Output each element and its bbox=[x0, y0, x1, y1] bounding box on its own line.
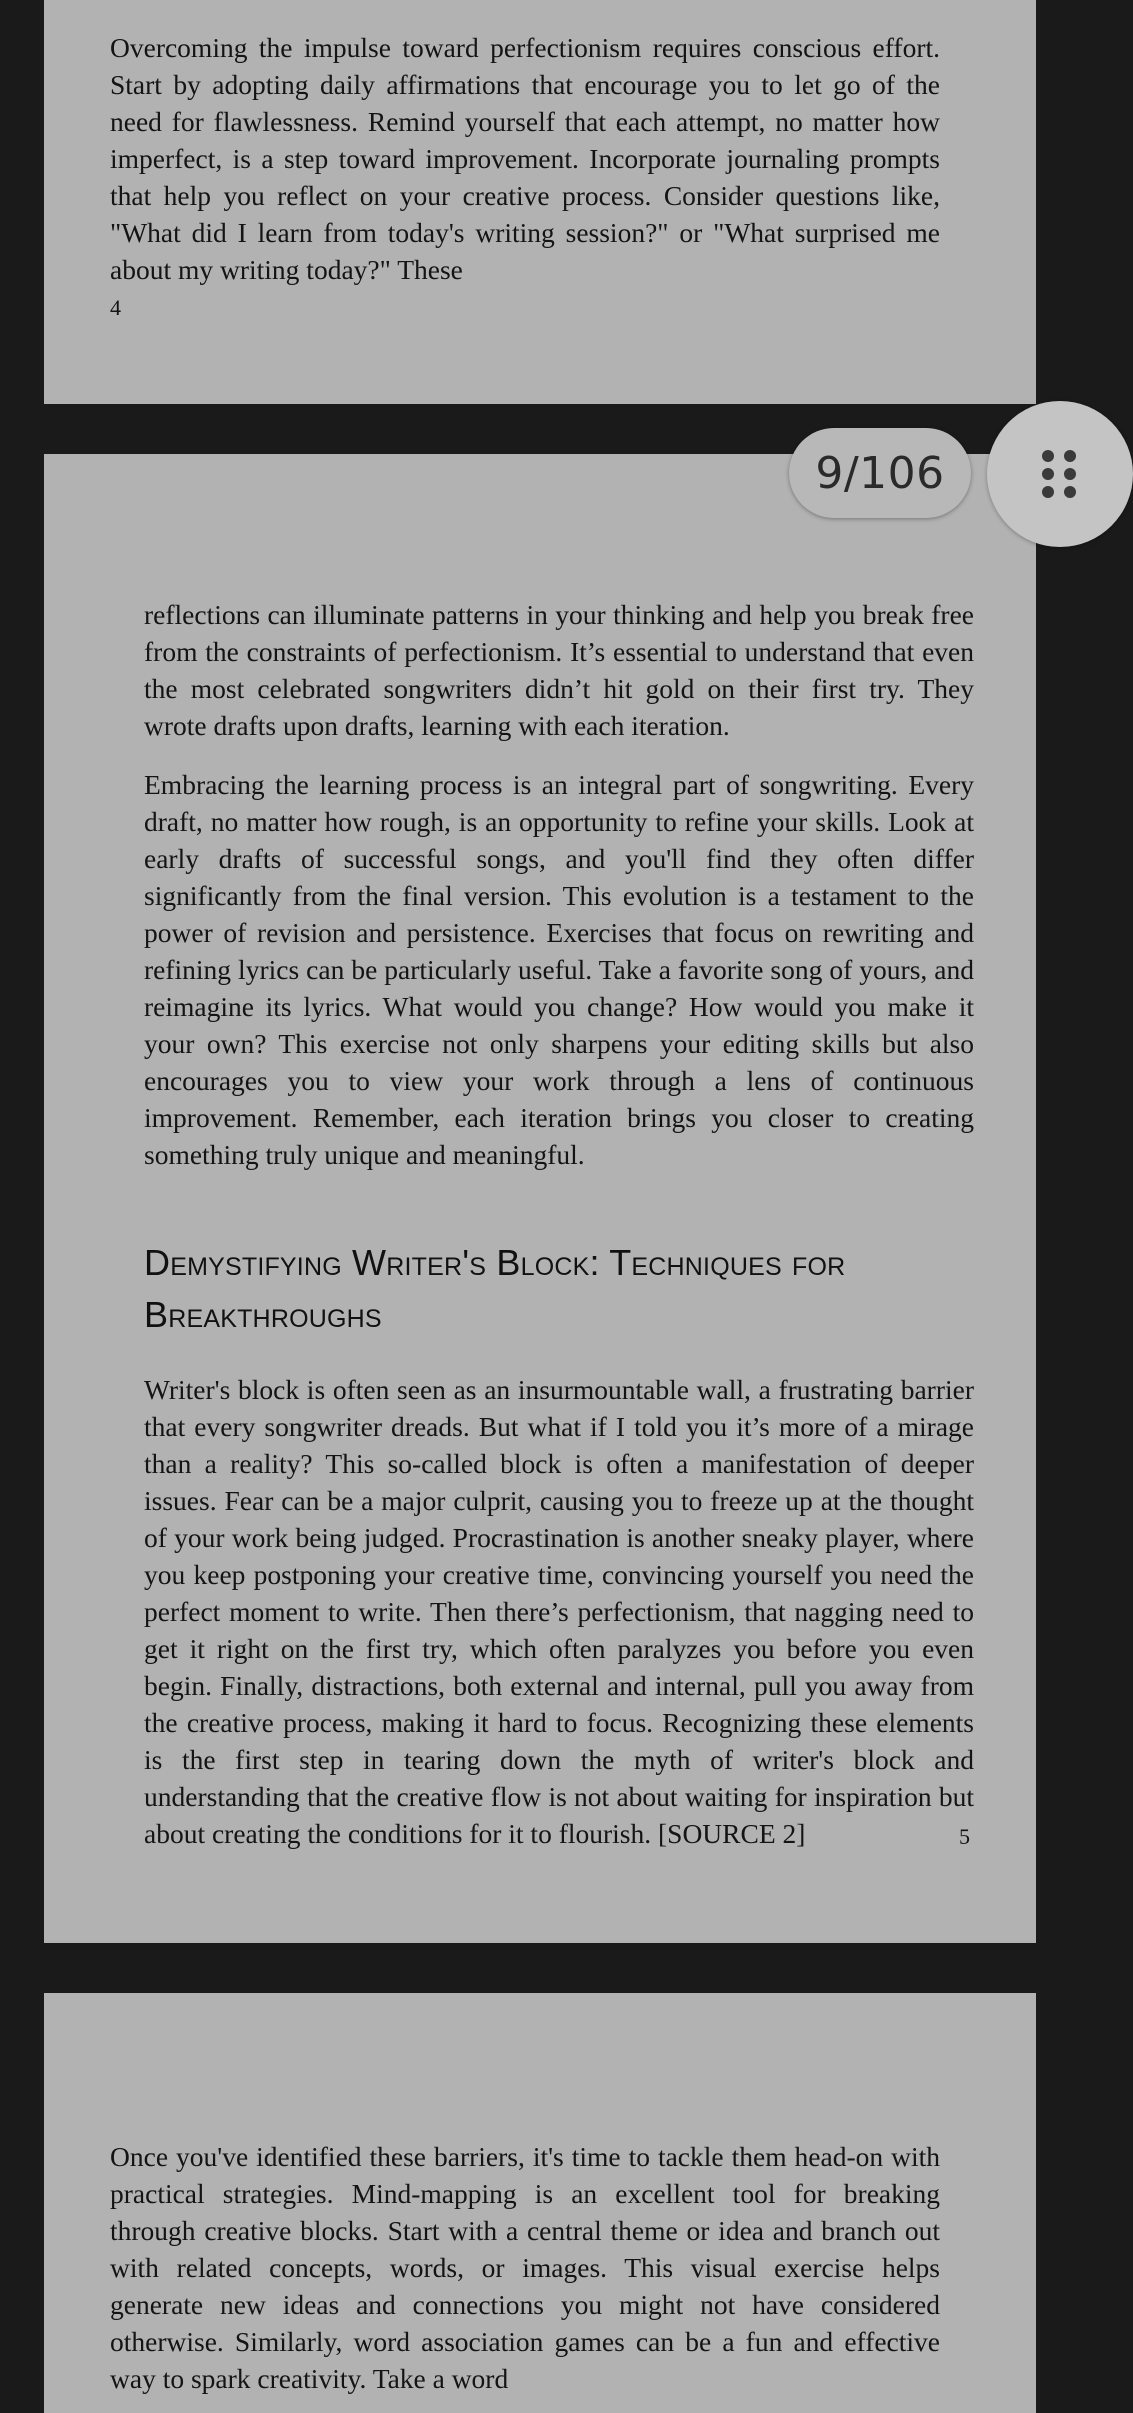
page-body bbox=[144, 596, 974, 1852]
page-body bbox=[110, 29, 940, 288]
paragraph: reflections can illuminate patterns in your thinking and help you break free from the constraints of perfectionism. It’s essential to understand that even the most celebrated songwriters didn’t hit gold on their first try. They wrote drafts upon drafts, learning with each iteration. bbox=[144, 599, 974, 741]
page-number: 4 bbox=[110, 295, 121, 320]
paragraph: Embracing the learning process is an integral part of songwriting. Every draft, no matter how rough, is an opportunity to refine your skills. Look at early drafts of successful songs, and you'll find they often differ significantly from the final version. This evolution is a testament to the power of revision and persistence. Exercises that focus on rewriting and refining lyrics can be particularly useful. Take a favorite song of yours, and reimagine its lyrics. What would you change? How would you make it your own? This exercise not only sharpens your editing skills but also encourages you to view your work through a lens of continuous improvement. Remember, each iteration brings you closer to creating something truly unique and meaningful. bbox=[144, 769, 974, 1170]
fast-scroll-handle[interactable] bbox=[987, 401, 1133, 547]
document-page-6 bbox=[44, 1993, 1036, 2413]
paragraph: Writer's block is often seen as an insurmountable wall, a frustrating barrier that every songwriter dreads. But what if I told you it’s more of a mirage than a reality? This so-called block is often a manifestation of deeper issues. Fear can be a major culprit, causing you to freeze up at the thought of your work being judged. Procrastination is another sneaky player, where you keep postponing your creative time, convincing yourself you need the perfect moment to write. Then there’s perfectionism, that nagging need to get it right on the first try, which often paralyzes you before you even begin. Finally, distractions, both external and internal, pull you away from the creative process, making it hard to focus. Recognizing these elements is the first step in tearing down the myth of writer's block and understanding that the creative flow is not about waiting for inspiration but about creating the conditions for it to flourish. [SOURCE 2] bbox=[144, 1374, 974, 1849]
section-heading: Demystifying Writer's Block: Techniques for Breakthroughs bbox=[144, 1242, 846, 1335]
page-number: 5 bbox=[959, 1824, 970, 1849]
paragraph: Once you've identified these barriers, it's time to tackle them head-on with practical strategies. Mind-mapping is an excellent tool for breaking through creative blocks. Start with a central theme or idea and branch out with related concepts, words, or images. This visual exercise helps generate new ideas and connections you might not have considered otherwise. Similarly, word association games can be a fun and effective way to spark creativity. Take a word bbox=[110, 2141, 940, 2394]
document-page-4 bbox=[44, 0, 1036, 404]
paragraph: Overcoming the impulse toward perfectionism requires conscious effort. Start by adopting daily affirmations that encourage you to let go of the need for flawlessness. Remind yourself that each attempt, no matter how imperfect, is a step toward improvement. Incorporate journaling prompts that help you reflect on your creative process. Consider questions like, "What did I learn from today's writing session?" or "What surprised me about my writing today?" These bbox=[110, 32, 940, 285]
drag-handle-dots-icon bbox=[1042, 450, 1076, 498]
page-indicator: 9/106 bbox=[789, 428, 971, 518]
page-body bbox=[110, 2138, 940, 2397]
document-page-5 bbox=[44, 454, 1036, 1943]
